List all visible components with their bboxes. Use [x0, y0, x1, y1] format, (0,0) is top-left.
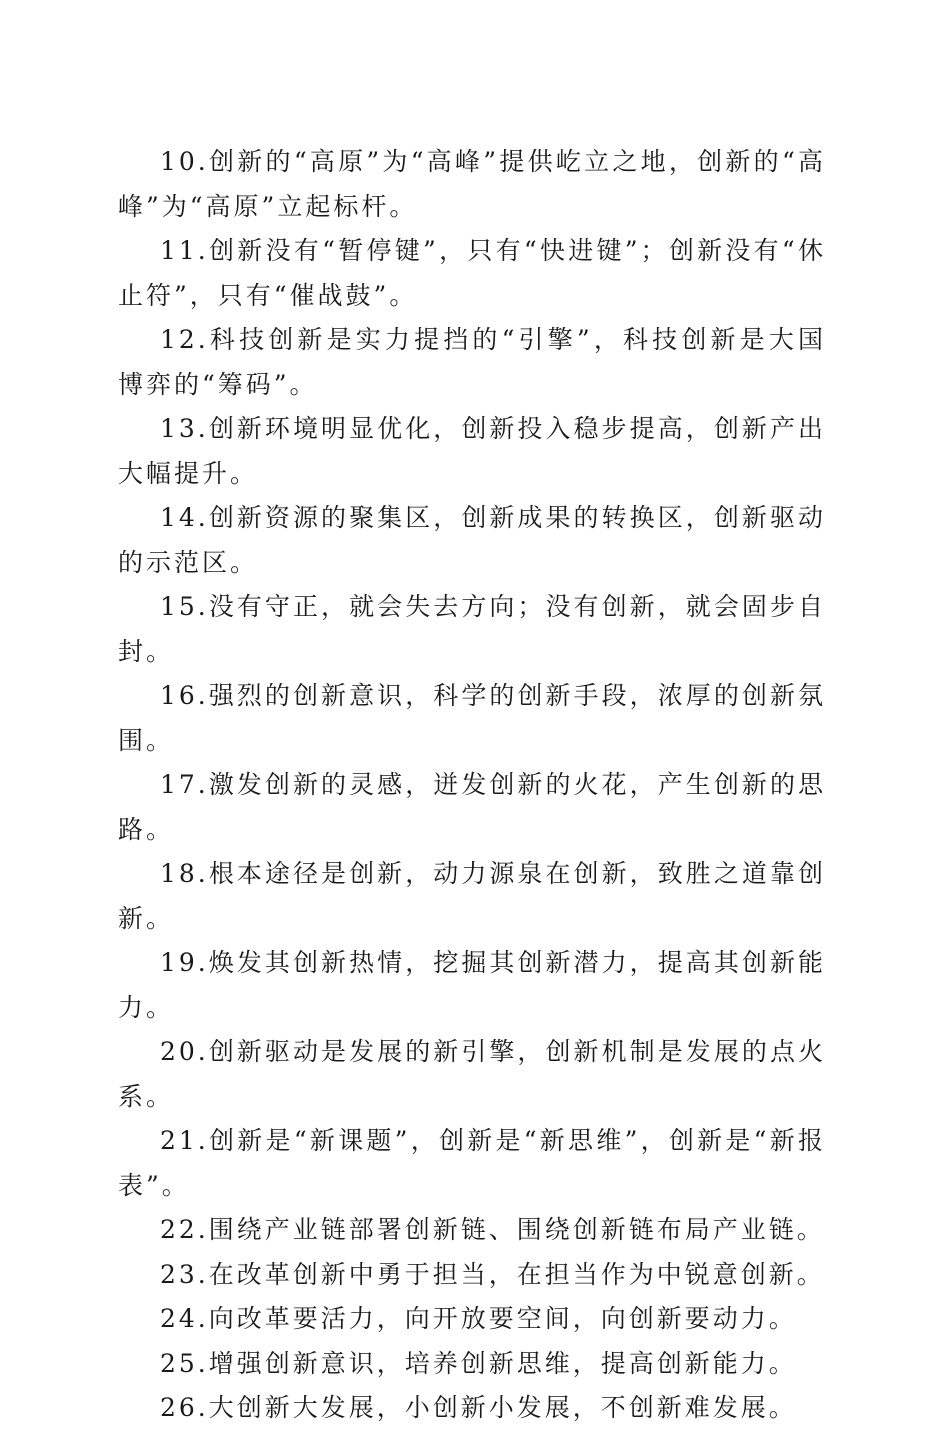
- list-item: 25.增强创新意识，培养创新思维，提高创新能力。: [160, 1348, 797, 1378]
- list-item: 15.没有守正，就会失去方向；没有创新，就会固步自封。: [118, 592, 826, 666]
- list-item: 26.大创新大发展，小创新小发展，不创新难发展。: [160, 1393, 797, 1422]
- list-item: 16.强烈的创新意识，科学的创新手段，浓厚的创新氛围。: [118, 681, 826, 755]
- document-body: [118, 140, 826, 1431]
- list-item: 20.创新驱动是发展的新引擎，创新机制是发展的点火系。: [118, 1037, 826, 1111]
- list-item: 11.创新没有“暂停键”，只有“快进键”；创新没有“休止符”，只有“催战鼓”。: [118, 236, 826, 310]
- list-item: 13.创新环境明显优化，创新投入稳步提高，创新产出大幅提升。: [118, 414, 826, 488]
- list-item: 23.在改革创新中勇于担当，在担当作为中锐意创新。: [160, 1259, 825, 1289]
- list-item: 24.向改革要活力，向开放要空间，向创新要动力。: [160, 1304, 797, 1333]
- list-item: 21.创新是“新课题”，创新是“新思维”，创新是“新报表”。: [118, 1126, 826, 1200]
- list-item: 12.科技创新是实力提挡的“引擎”，科技创新是大国博弈的“筹码”。: [118, 325, 826, 399]
- list-item: 10.创新的“高原”为“高峰”提供屹立之地，创新的“高峰”为“高原”立起标杆。: [118, 147, 826, 221]
- list-item: 18.根本途径是创新，动力源泉在创新，致胜之道靠创新。: [118, 859, 826, 933]
- list-item: 19.焕发其创新热情，挖掘其创新潜力，提高其创新能力。: [118, 948, 826, 1022]
- list-item: 22.围绕产业链部署创新链、围绕创新链布局产业链。: [160, 1215, 825, 1244]
- list-item: 17.激发创新的灵感，迸发创新的火花，产生创新的思路。: [118, 770, 826, 844]
- list-item: 14.创新资源的聚集区，创新成果的转换区，创新驱动的示范区。: [118, 503, 826, 577]
